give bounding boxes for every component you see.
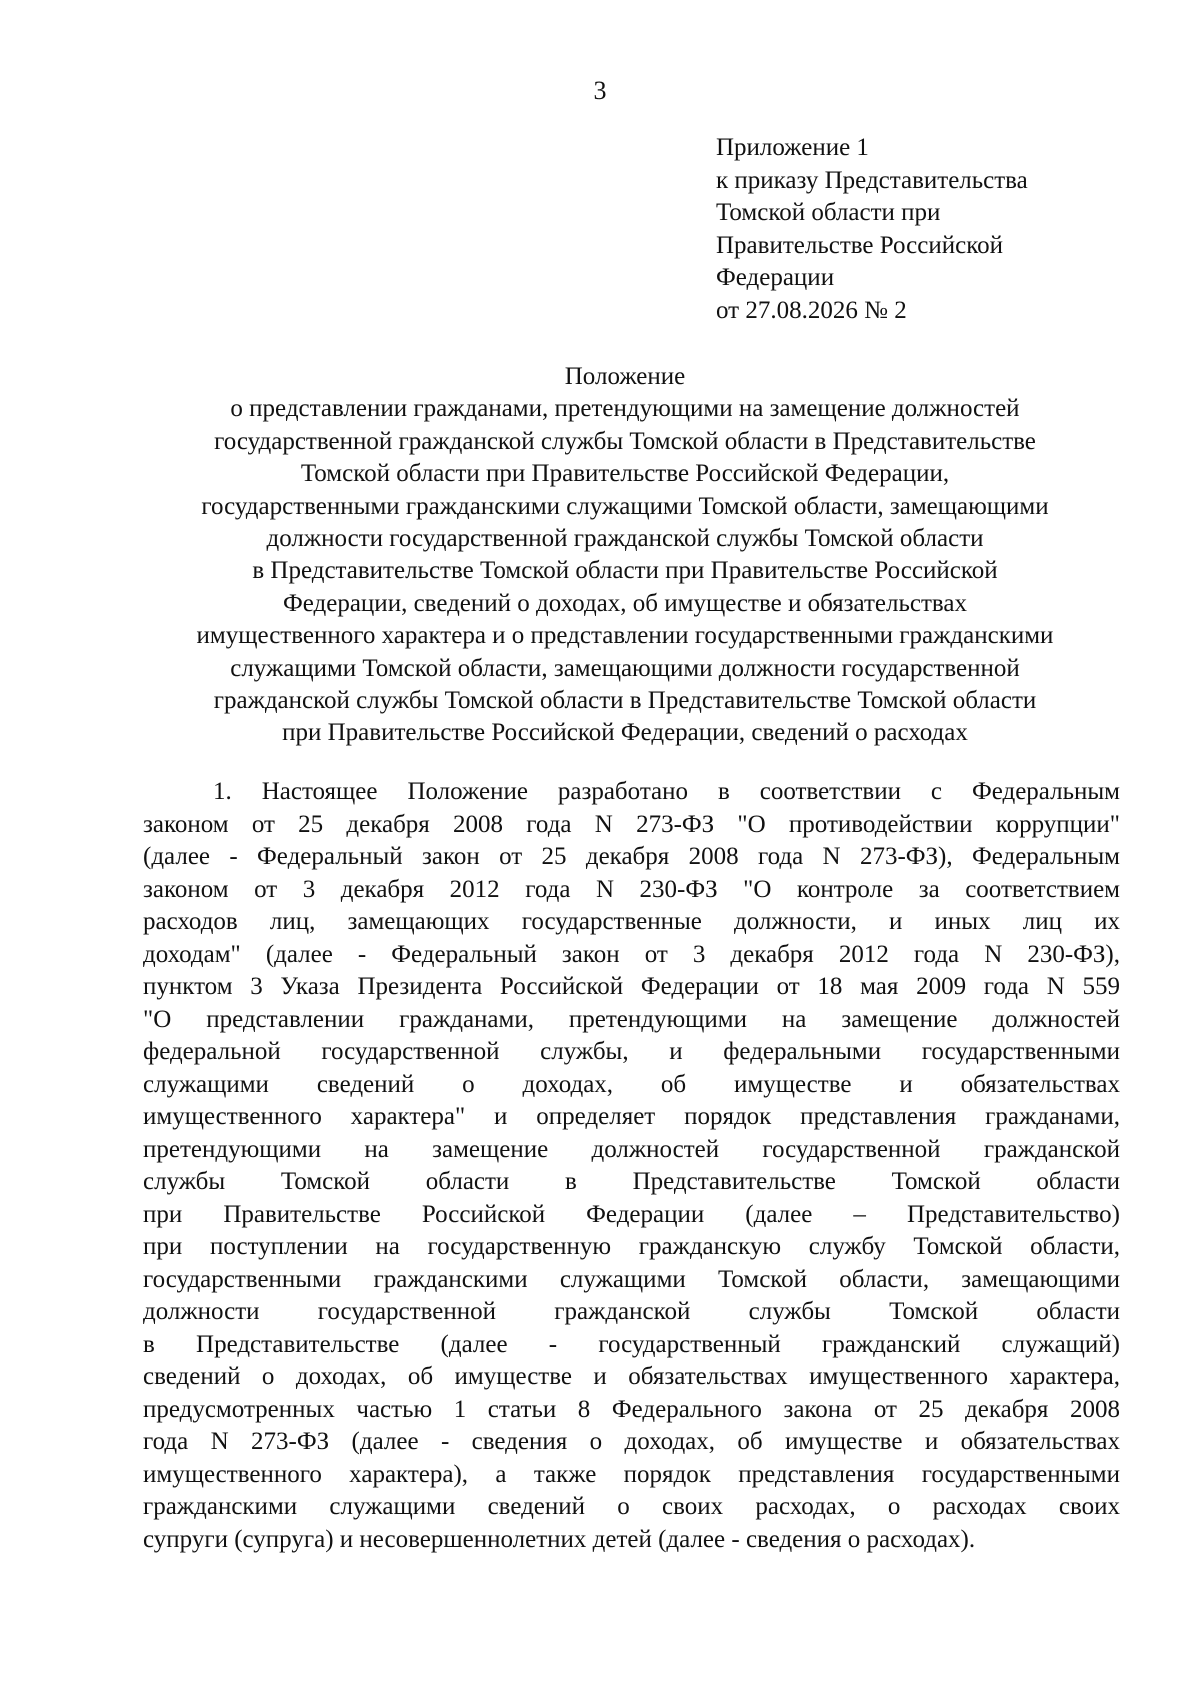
paragraph-line: расходов лиц, замещающих государственные должности, и иных лиц их	[143, 908, 1120, 935]
title-line: Томской области при Правительстве Российской Федерации,	[300, 460, 950, 488]
title-line: Положение	[564, 363, 686, 390]
appendix-line: Приложение 1	[716, 134, 869, 161]
title-line: в Представительстве Томской области при Правительстве Российской	[252, 557, 998, 585]
document-title	[130, 361, 1120, 750]
paragraph-line: (далее - Федеральный закон от 25 декабря 2008 года N 273-ФЗ), Федеральным	[143, 843, 1120, 870]
paragraph-line: имущественного характера" и определяет порядок представления гражданами,	[143, 1103, 1120, 1130]
paragraph-line: доходам" (далее - Федеральный закон от 3 декабря 2012 года N 230-ФЗ),	[143, 940, 1120, 968]
appendix-line: от 27.08.2026 № 2	[716, 296, 907, 324]
appendix-line: Томской области при	[716, 199, 941, 226]
paragraph-line: пунктом 3 Указа Президента Российской Федерации от 18 мая 2009 года N 559	[143, 973, 1120, 1000]
title-line: гражданской службы Томской области в Представительстве Томской области	[213, 687, 1037, 715]
title-line: Федерации, сведений о доходах, об имуществе и обязательствах	[283, 589, 967, 617]
paragraph-1	[143, 776, 1120, 1556]
title-line: имущественного характера и о представлении государственными гражданскими	[196, 622, 1054, 650]
paragraph-line: при Правительстве Российской Федерации (далее – Представительство)	[143, 1200, 1120, 1228]
paragraph-line: "О представлении гражданами, претендующими на замещение должностей	[143, 1005, 1120, 1033]
appendix-line: к приказу Представительства	[716, 166, 1028, 194]
paragraph-line: законом от 25 декабря 2008 года N 273-ФЗ "О противодействии коррупции"	[143, 810, 1120, 838]
paragraph-line: супруги (супруга) и несовершеннолетних детей (далее - сведения о расходах).	[143, 1525, 976, 1553]
paragraph-line: года N 273-ФЗ (далее - сведения о доходах, об имуществе и обязательствах	[143, 1428, 1120, 1455]
paragraph-line: сведений о доходах, об имуществе и обязательствах имущественного характера,	[143, 1363, 1120, 1390]
appendix-header	[716, 132, 1156, 327]
paragraph-line: в Представительстве (далее - государственный гражданский служащий)	[143, 1330, 1120, 1358]
paragraph-line: федеральной государственной службы, и федеральными государственными	[143, 1038, 1120, 1065]
title-line: государственной гражданской службы Томской области в Представительстве	[214, 427, 1036, 455]
title-line: о представлении гражданами, претендующими на замещение должностей	[230, 395, 1020, 423]
page-number: 3	[593, 76, 607, 105]
title-line: должности государственной гражданской службы Томской области	[266, 525, 984, 553]
paragraph-line: гражданскими служащими сведений о своих расходах, о расходах своих	[143, 1493, 1120, 1520]
paragraph-line: 1. Настоящее Положение разработано в соответствии с Федеральным	[213, 778, 1120, 805]
title-line: служащими Томской области, замещающими должности государственной	[230, 654, 1020, 682]
title-line: при Правительстве Российской Федерации, сведений о расходах	[282, 719, 968, 747]
paragraph-line: государственными гражданскими служащими Томской области, замещающими	[143, 1265, 1120, 1293]
paragraph-line: предусмотренных частью 1 статьи 8 Федерального закона от 25 декабря 2008	[143, 1395, 1120, 1423]
paragraph-line: служащими сведений о доходах, об имуществе и обязательствах	[143, 1070, 1120, 1098]
appendix-line: Правительстве Российской	[716, 231, 1003, 259]
paragraph-line: должности государственной гражданской службы Томской области	[143, 1298, 1120, 1325]
paragraph-line: службы Томской области в Представительстве Томской области	[143, 1168, 1120, 1195]
paragraph-line: имущественного характера), а также порядок представления государственными	[143, 1460, 1120, 1488]
paragraph-line: законом от 3 декабря 2012 года N 230-ФЗ "О контроле за соответствием	[143, 875, 1120, 903]
appendix-line: Федерации	[716, 264, 835, 291]
paragraph-line: при поступлении на государственную гражданскую службу Томской области,	[143, 1233, 1120, 1260]
title-line: государственными гражданскими служащими Томской области, замещающими	[201, 492, 1049, 520]
paragraph-line: претендующими на замещение должностей государственной гражданской	[143, 1135, 1120, 1163]
